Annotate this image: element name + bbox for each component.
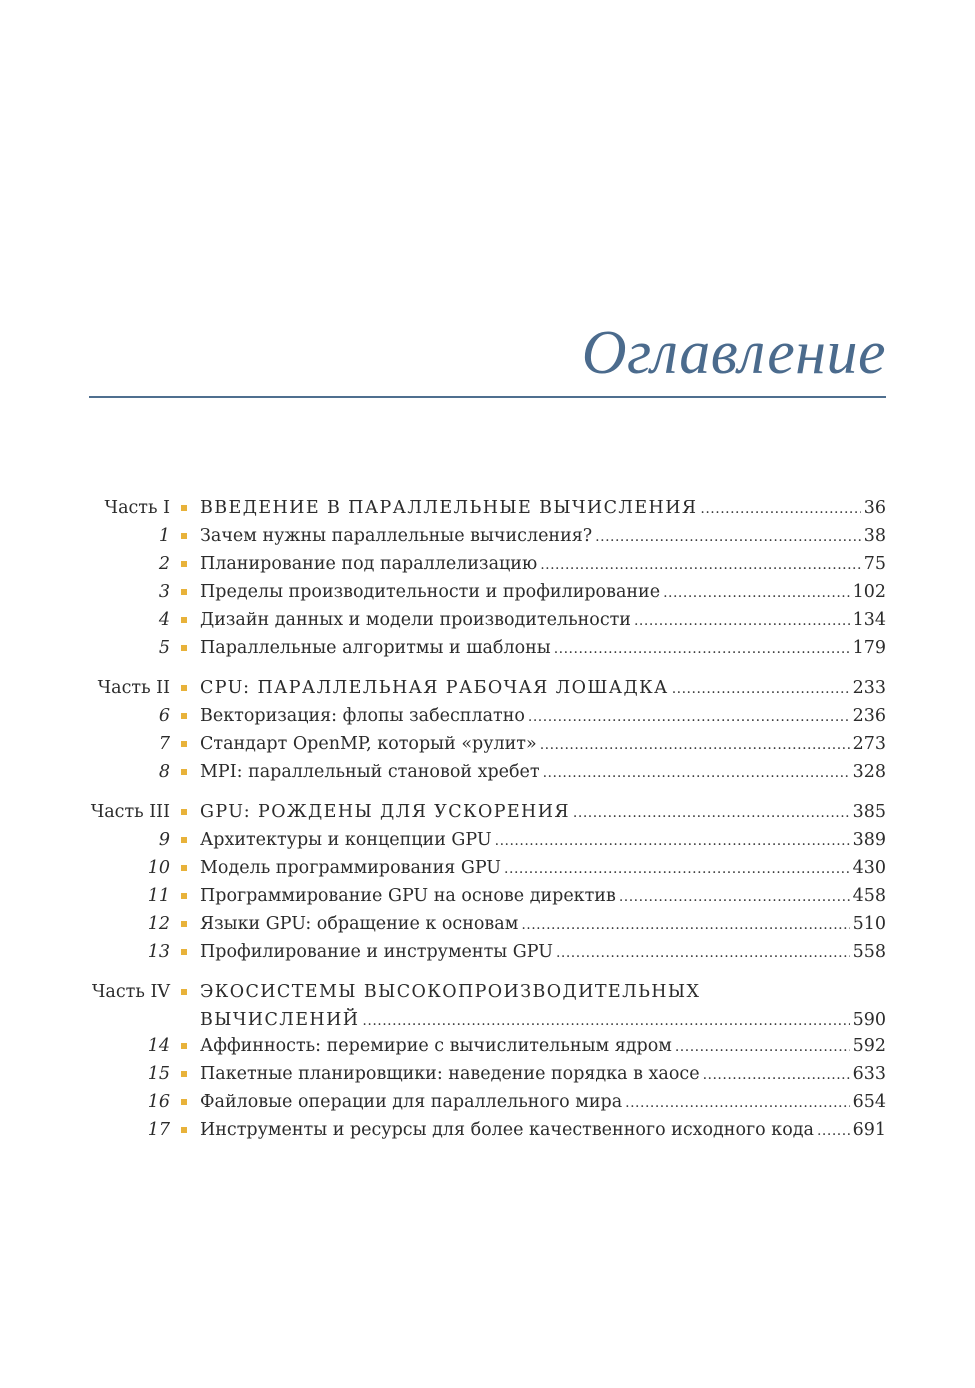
chapter-entry <box>200 522 886 551</box>
chapter-number: 5 <box>158 638 170 658</box>
chapter-number: 14 <box>147 1036 170 1056</box>
toc-part-1 <box>0 494 975 662</box>
chapter-entry <box>200 550 886 579</box>
chapter-row[interactable] <box>0 702 975 730</box>
dot-leader <box>540 731 850 759</box>
chapter-number: 8 <box>158 762 170 782</box>
chapter-entry <box>200 882 886 911</box>
bullet-icon <box>181 1127 187 1133</box>
chapter-title: Инструменты и ресурсы для более качественного исходного кода <box>200 1120 814 1140</box>
bullet-icon <box>181 921 187 927</box>
part-label: Часть III <box>90 802 170 822</box>
chapter-number: 10 <box>147 858 170 878</box>
chapter-number: 15 <box>147 1064 170 1084</box>
dot-leader <box>595 523 861 551</box>
chapter-row[interactable] <box>0 882 975 910</box>
part-entry <box>200 674 886 703</box>
chapter-entry <box>200 578 886 607</box>
chapter-row[interactable] <box>0 758 975 786</box>
chapter-row[interactable] <box>0 606 975 634</box>
bullet-icon <box>181 533 187 539</box>
chapter-number: 13 <box>147 942 170 962</box>
page-number: 102 <box>852 582 886 602</box>
dot-leader <box>528 703 850 731</box>
part-row[interactable] <box>0 798 975 826</box>
dot-leader <box>521 911 849 939</box>
chapter-title: Планирование под параллелизацию <box>200 554 538 574</box>
dot-leader <box>817 1117 850 1145</box>
page-number: 328 <box>852 762 886 782</box>
dot-leader <box>362 1007 849 1035</box>
chapter-number: 3 <box>158 582 170 602</box>
page-title: Оглавление <box>581 319 886 387</box>
bullet-icon <box>181 561 187 567</box>
chapter-entry <box>200 606 886 635</box>
chapter-entry <box>200 854 886 883</box>
bullet-icon <box>181 1043 187 1049</box>
toc-part-2 <box>0 674 975 786</box>
part-row[interactable] <box>0 978 975 1006</box>
dot-leader <box>504 855 850 883</box>
page-number: 36 <box>863 498 886 518</box>
dot-leader <box>675 1033 850 1061</box>
chapter-row[interactable] <box>0 634 975 662</box>
dot-leader <box>556 939 850 967</box>
toc-part-3 <box>0 798 975 966</box>
page-number: 385 <box>852 802 886 822</box>
chapter-title: MPI: параллельный становой хребет <box>200 762 540 782</box>
bullet-icon <box>181 837 187 843</box>
chapter-number: 11 <box>147 886 170 906</box>
chapter-row[interactable] <box>0 910 975 938</box>
table-of-contents <box>0 494 975 1156</box>
part-title-line-1: ЭКОСИСТЕМЫ ВЫСОКОПРОИЗВОДИТЕЛЬНЫХ <box>200 982 701 1002</box>
chapter-row[interactable] <box>0 578 975 606</box>
chapter-row[interactable] <box>0 938 975 966</box>
part-entry <box>200 798 886 827</box>
chapter-number: 9 <box>158 830 170 850</box>
bullet-icon <box>181 713 187 719</box>
chapter-number: 12 <box>147 914 170 934</box>
chapter-title: Дизайн данных и модели производительности <box>200 610 631 630</box>
dot-leader <box>540 551 861 579</box>
chapter-entry <box>200 938 886 967</box>
bullet-icon <box>181 893 187 899</box>
page-number: 654 <box>852 1092 886 1112</box>
chapter-title: Зачем нужны параллельные вычисления? <box>200 526 593 546</box>
page-number: 430 <box>852 858 886 878</box>
bullet-icon <box>181 685 187 691</box>
title-block <box>89 312 886 398</box>
page-number: 633 <box>852 1064 886 1084</box>
chapter-row[interactable] <box>0 1116 975 1144</box>
dot-leader <box>634 607 850 635</box>
chapter-entry <box>200 730 886 759</box>
chapter-entry <box>200 910 886 939</box>
chapter-title: Параллельные алгоритмы и шаблоны <box>200 638 551 658</box>
chapter-number: 17 <box>147 1120 170 1140</box>
dot-leader <box>619 883 850 911</box>
chapter-title: Языки GPU: обращение к основам <box>200 914 519 934</box>
chapter-title: Пределы производительности и профилирование <box>200 582 661 602</box>
page-number: 458 <box>852 886 886 906</box>
page-number: 75 <box>863 554 886 574</box>
bullet-icon <box>181 645 187 651</box>
part-title-line-2: ВЫЧИСЛЕНИЙ <box>200 1010 360 1030</box>
part-title: CPU: ПАРАЛЛЕЛЬНАЯ РАБОЧАЯ ЛОШАДКА <box>200 678 669 698</box>
bullet-icon <box>181 1099 187 1105</box>
part-entry <box>200 494 886 523</box>
chapter-row[interactable] <box>0 1032 975 1060</box>
chapter-row[interactable] <box>0 730 975 758</box>
page-number: 389 <box>852 830 886 850</box>
chapter-entry <box>200 1116 886 1145</box>
dot-leader <box>700 495 860 523</box>
dot-leader <box>672 675 850 703</box>
bullet-icon <box>181 505 187 511</box>
chapter-title: Векторизация: флопы забесплатно <box>200 706 525 726</box>
chapter-entry <box>200 1032 886 1061</box>
chapter-title: Файловые операции для параллельного мира <box>200 1092 623 1112</box>
part-title: ВВЕДЕНИЕ В ПАРАЛЛЕЛЬНЫЕ ВЫЧИСЛЕНИЯ <box>200 498 698 518</box>
chapter-title: Стандарт OpenMP, который «рулит» <box>200 734 537 754</box>
dot-leader <box>625 1089 849 1117</box>
chapter-entry <box>200 826 886 855</box>
chapter-entry <box>200 702 886 731</box>
toc-part-4 <box>0 978 975 1144</box>
chapter-entry <box>200 1060 886 1089</box>
chapter-number: 7 <box>158 734 170 754</box>
chapter-row[interactable] <box>0 550 975 578</box>
bullet-icon <box>181 809 187 815</box>
chapter-row[interactable] <box>0 826 975 854</box>
part-label: Часть I <box>104 498 170 518</box>
chapter-row[interactable] <box>0 1088 975 1116</box>
chapter-title: Пакетные планировщики: наведение порядка в хаосе <box>200 1064 700 1084</box>
chapter-title: Аффинность: перемирие с вычислительным ядром <box>200 1036 672 1056</box>
page-number: 558 <box>852 942 886 962</box>
bullet-icon <box>181 617 187 623</box>
page-number: 691 <box>852 1120 886 1140</box>
chapter-number: 1 <box>158 526 170 546</box>
chapter-row[interactable] <box>0 522 975 550</box>
bullet-icon <box>181 989 187 995</box>
bullet-icon <box>181 865 187 871</box>
dot-leader <box>703 1061 850 1089</box>
bullet-icon <box>181 589 187 595</box>
page-number: 592 <box>852 1036 886 1056</box>
chapter-number: 6 <box>158 706 170 726</box>
part-row[interactable] <box>0 674 975 702</box>
chapter-entry <box>200 1088 886 1117</box>
chapter-entry <box>200 758 886 787</box>
part-title: GPU: РОЖДЕНЫ ДЛЯ УСКОРЕНИЯ <box>200 802 570 822</box>
dot-leader <box>495 827 850 855</box>
dot-leader <box>543 759 850 787</box>
dot-leader <box>554 635 850 663</box>
bullet-icon <box>181 769 187 775</box>
bullet-icon <box>181 949 187 955</box>
dot-leader <box>663 579 850 607</box>
chapter-title: Архитектуры и концепции GPU <box>200 830 492 850</box>
page-number: 134 <box>852 610 886 630</box>
chapter-number: 4 <box>158 610 170 630</box>
part-label: Часть IV <box>91 982 170 1002</box>
page-number: 510 <box>852 914 886 934</box>
chapter-number: 2 <box>158 554 170 574</box>
part-entry <box>200 1006 886 1035</box>
chapter-row[interactable] <box>0 1060 975 1088</box>
chapter-title: Модель программирования GPU <box>200 858 502 878</box>
bullet-icon <box>181 1071 187 1077</box>
page-number: 236 <box>852 706 886 726</box>
chapter-row[interactable] <box>0 854 975 882</box>
chapter-title: Программирование GPU на основе директив <box>200 886 616 906</box>
dot-leader <box>573 799 850 827</box>
chapter-entry <box>200 634 886 663</box>
part-label: Часть II <box>97 678 170 698</box>
page-number: 179 <box>852 638 886 658</box>
chapter-title: Профилирование и инструменты GPU <box>200 942 553 962</box>
page-number: 590 <box>852 1010 886 1030</box>
part-row-continuation[interactable] <box>0 1006 975 1032</box>
page-number: 273 <box>852 734 886 754</box>
page-number: 233 <box>852 678 886 698</box>
bullet-icon <box>181 741 187 747</box>
page-number: 38 <box>863 526 886 546</box>
part-row[interactable] <box>0 494 975 522</box>
chapter-number: 16 <box>147 1092 170 1112</box>
